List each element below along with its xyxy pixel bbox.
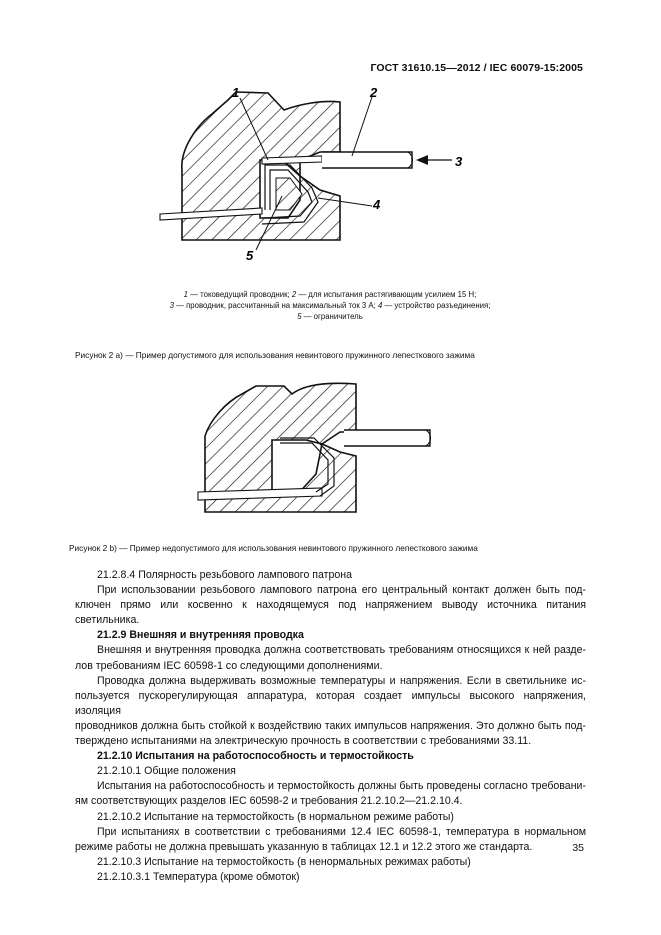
paragraph-line: Испытания на работоспособность и термостойкость должны быть проведены согласно требовани-	[97, 780, 586, 793]
paragraph-line: 21.2.10.3 Испытание на термостойкость (в ненормальных режимах работы)	[97, 855, 471, 868]
figure-label-2: 2	[370, 85, 378, 100]
legend-number: 1	[183, 290, 189, 299]
paragraph-line: 21.2.8.4 Полярность резьбового лампового патрона	[97, 569, 353, 581]
legend-text: — токоведущий проводник;	[188, 290, 292, 299]
conductor-b	[344, 430, 430, 446]
paragraph-line: 21.2.10.3.1 Температура (кроме обмоток)	[97, 870, 300, 883]
document-header: ГОСТ 31610.15—2012 / IEC 60079-15:2005	[370, 62, 583, 74]
legend-number: 3	[169, 301, 174, 310]
paragraph-line: пользуется пускорегулирующая аппаратура, которая создает импульсы высокого напряжения, изоляция	[75, 689, 586, 717]
paragraph-line: лов требованиям IEC 60598-1 со следующими дополнениями.	[75, 659, 383, 672]
paragraph-line: 21.2.10.2 Испытание на термостойкость (в нормальном режиме работы)	[97, 810, 454, 823]
section-heading: 21.2.9 Внешняя и внутренняя проводка	[97, 629, 304, 642]
legend-text: — устройство разъединения;	[382, 301, 491, 310]
figure-label-3: 3	[455, 154, 463, 169]
section-heading: 21.2.10 Испытания на работоспособность и термостойкость	[97, 750, 414, 763]
legend-number: 4	[377, 301, 383, 310]
body-text	[75, 568, 586, 885]
paragraph-line: ключен прямо или косвенно к находящемуся под напряжением выводу источника питания светильника.	[75, 599, 586, 627]
figure-label-1: 1	[232, 85, 240, 100]
paragraph-line: тверждено испытаниями на электрическую прочность в соответствии с требованиями 33.11.	[75, 735, 532, 748]
figure-2a-caption: Рисунок 2 a) — Пример допустимого для использования невинтового пружинного лепесткового зажима	[75, 350, 475, 360]
paragraph-line: ям соответствующих разделов IEC 60598-2 и требования 21.2.10.2—21.2.10.4.	[75, 795, 463, 808]
paragraph-line: проводников должна быть стойкой к воздействию таких импульсов напряжения. Это должно быть под-	[75, 719, 586, 732]
legend-text: — проводник, рассчитанный на максимальный ток 3 А;	[173, 301, 378, 310]
figure-label-5: 5	[246, 248, 254, 263]
legend-number: 5	[297, 312, 302, 321]
legend-number: 2	[291, 290, 297, 299]
legend-text: — ограничитель	[301, 312, 363, 321]
paragraph-line: режиме работы не должна превышать указанную в таблицах 12.1 и 12.2 этого же стандарта.	[75, 840, 533, 853]
paragraph-line: 21.2.10.1 Общие положения	[97, 765, 236, 778]
figure-label-4: 4	[373, 197, 381, 212]
legend-text: — для испытания растягивающим усилием 15 Н;	[296, 290, 477, 299]
paragraph-line: Внешняя и внутренняя проводка должна соответствовать требованиям относящихся к ней разде-	[97, 644, 586, 657]
page-number: 35	[572, 842, 584, 854]
paragraph-line: Проводка должна выдерживать возможные температуры и напряжения. Если в светильнике ис-	[97, 674, 586, 687]
figure-2b-caption: Рисунок 2 b) — Пример недопустимого для использования невинтового пружинного лепесткового зажима	[69, 543, 478, 553]
paragraph-line: При использовании резьбового лампового патрона его центральный контакт должен быть под-	[97, 584, 586, 597]
paragraph-line: При испытаниях в соответствии с требованиями 12.4 IEC 60598-1, температура в нормальном	[97, 825, 586, 838]
